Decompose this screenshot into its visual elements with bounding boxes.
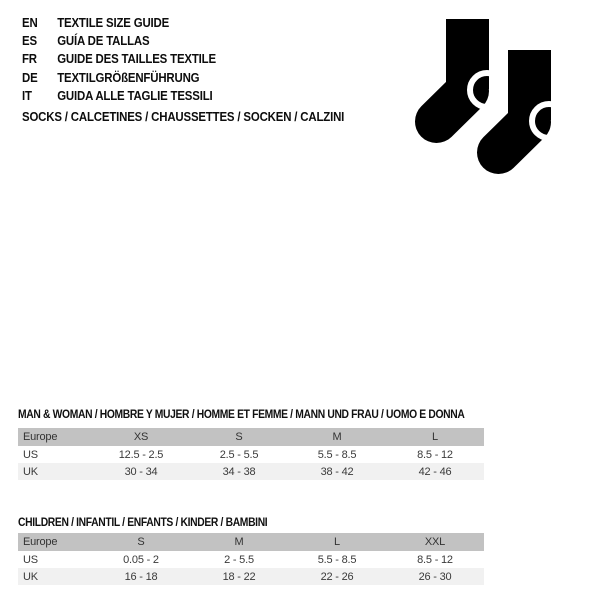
language-row-de xyxy=(22,68,216,86)
column-header-size: S xyxy=(235,431,243,443)
size-table-man-woman xyxy=(18,428,484,480)
size-table-children xyxy=(18,533,484,585)
language-code: DE xyxy=(22,69,38,85)
language-code: FR xyxy=(22,51,37,67)
size-cell: 18 - 22 xyxy=(222,570,256,583)
column-header-size: L xyxy=(432,431,438,443)
size-cell: 26 - 30 xyxy=(418,570,452,583)
language-row-it xyxy=(22,87,216,105)
language-list xyxy=(22,13,216,105)
size-cell: 30 - 34 xyxy=(124,465,158,478)
size-cell: 2 - 5.5 xyxy=(224,553,254,566)
size-cell: 12.5 - 2.5 xyxy=(118,448,164,461)
size-cell: 8.5 - 12 xyxy=(417,553,453,566)
language-label: GUIDA ALLE TAGLIE TESSILI xyxy=(57,88,213,104)
table-row-uk xyxy=(18,463,484,480)
size-cell: 34 - 38 xyxy=(222,465,256,478)
language-code: ES xyxy=(22,33,37,49)
language-label: TEXTILE SIZE GUIDE xyxy=(57,14,170,30)
size-cell: 2.5 - 5.5 xyxy=(219,448,259,461)
column-header-region: Europe xyxy=(23,431,58,443)
column-header-size: S xyxy=(137,536,145,548)
size-section-man-woman xyxy=(18,407,484,480)
table-row-us xyxy=(18,446,484,463)
row-label: US xyxy=(23,448,38,461)
column-header-size: M xyxy=(332,431,342,443)
category-heading: SOCKS / CALCETINES / CHAUSSETTES / SOCKEN / CALZINI xyxy=(22,109,345,124)
column-header-size: M xyxy=(234,536,244,548)
language-label: TEXTILGRÖßENFÜHRUNG xyxy=(57,69,200,85)
language-row-es xyxy=(22,31,216,49)
language-row-en xyxy=(22,13,216,31)
column-header-size: XS xyxy=(133,431,149,443)
table-title-children: CHILDREN / INFANTIL / ENFANTS / KINDER / BAMBINI xyxy=(18,515,268,529)
size-cell: 16 - 18 xyxy=(124,570,158,583)
row-label: UK xyxy=(23,570,38,583)
language-label: GUÍA DE TALLAS xyxy=(57,33,150,49)
size-cell: 8.5 - 12 xyxy=(417,448,453,461)
column-header-size: L xyxy=(334,536,340,548)
column-header-size: XXL xyxy=(424,536,446,548)
socks-icon xyxy=(405,10,565,180)
row-label: US xyxy=(23,553,38,566)
table-header-row xyxy=(18,533,484,551)
language-label: GUIDE DES TAILLES TEXTILE xyxy=(57,51,216,67)
size-cell: 38 - 42 xyxy=(320,465,354,478)
language-code: IT xyxy=(22,88,32,104)
size-cell: 42 - 46 xyxy=(418,465,452,478)
language-row-fr xyxy=(22,50,216,68)
language-code: EN xyxy=(22,14,38,30)
column-header-region: Europe xyxy=(23,536,58,548)
row-label: UK xyxy=(23,465,38,478)
sock-back xyxy=(437,19,505,122)
size-cell: 5.5 - 8.5 xyxy=(317,553,357,566)
table-row-uk xyxy=(18,568,484,585)
table-row-us xyxy=(18,551,484,568)
size-cell: 22 - 26 xyxy=(320,570,354,583)
table-header-row xyxy=(18,428,484,446)
size-cell: 0.05 - 2 xyxy=(123,553,159,566)
size-section-children xyxy=(18,515,484,585)
table-title-man-woman: MAN & WOMAN / HOMBRE Y MUJER / HOMME ET FEMME / MANN UND FRAU / UOMO E DONNA xyxy=(18,407,465,421)
size-cell: 5.5 - 8.5 xyxy=(317,448,357,461)
